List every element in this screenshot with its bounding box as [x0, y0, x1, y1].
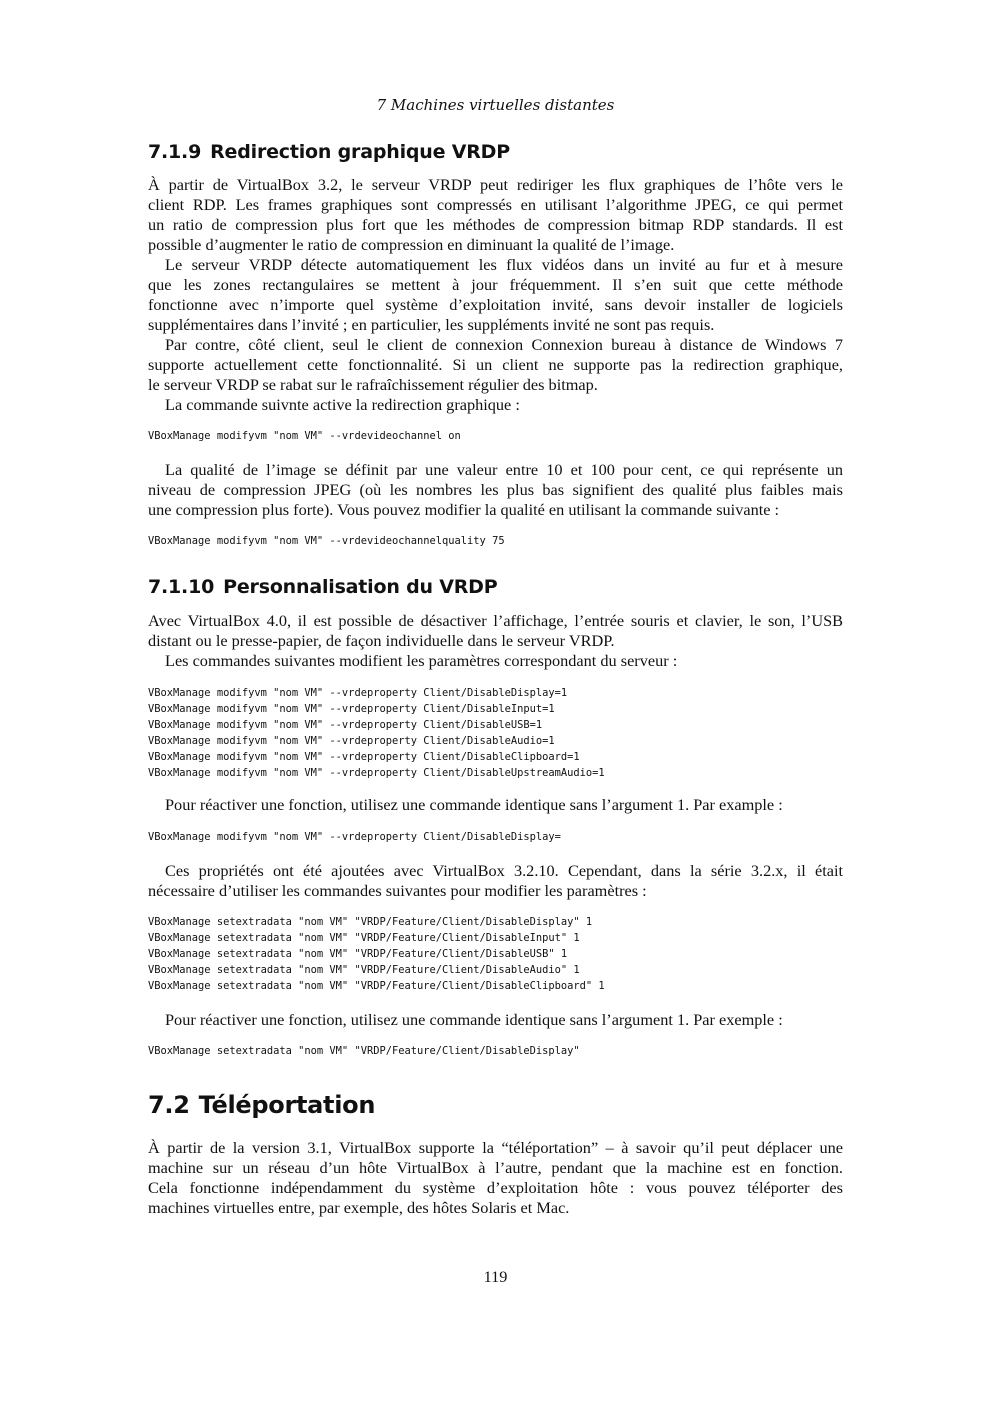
text-line: Pour réactiver une fonction, utilisez une commande identique sans l’argument 1. Par example : — [165, 795, 783, 814]
text-line: La commande suivnte active la redirection graphique : — [165, 395, 520, 414]
paragraph — [148, 861, 843, 901]
text-line: possible d’augmenter le ratio de compression en diminuant la qualité de l’image. — [148, 235, 675, 254]
page-number: 119 — [483, 1267, 508, 1286]
text-line: supplémentaires dans l’invité ; en particulier, les suppléments invité ne sont pas requis. — [148, 315, 715, 334]
text-line: fonctionne avec n’importe quel système d’exploitation invité, sans devoir installer de logiciels — [148, 295, 843, 314]
text-line: À partir de VirtualBox 3.2, le serveur VRDP peut rediriger les flux graphiques de l’hôte vers le — [148, 175, 843, 194]
paragraph — [148, 460, 843, 520]
code-block: VBoxManage modifyvm "nom VM" --vrdevideochannelquality 75 — [148, 535, 505, 547]
text-line: Cela fonctionne indépendamment du système d’exploitation hôte : vous pouvez téléporter des — [148, 1178, 843, 1197]
text-line: Les commandes suivantes modifient les paramètres correspondant du serveur : — [165, 651, 678, 670]
text-line: machines virtuelles entre, par exemple, des hôtes Solaris et Mac. — [148, 1198, 570, 1217]
code-block: VBoxManage modifyvm "nom VM" --vrdevideochannel on — [148, 430, 461, 442]
paragraph — [148, 795, 843, 815]
paragraph — [148, 1138, 843, 1218]
paragraph — [148, 335, 843, 395]
section-title: Redirection graphique VRDP — [210, 141, 510, 163]
section-heading-7-1-10 — [148, 575, 497, 599]
section-title: Téléportation — [198, 1091, 376, 1119]
paragraph — [148, 611, 843, 651]
section-heading-7-2 — [148, 1090, 375, 1120]
text-line: que les zones rectangulaires se mettent à jour fréquemment. Il s’en suit que cette méthode — [148, 275, 843, 294]
text-line: distant ou le presse-papier, de façon individuelle dans le serveur VRDP. — [148, 631, 615, 650]
section-number: 7.1.10 — [148, 576, 215, 598]
text-line: Par contre, côté client, seul le client de connexion Connexion bureau à distance de Windows 7 — [165, 335, 843, 354]
paragraph — [148, 1010, 843, 1030]
text-line: niveau de compression JPEG (où les nombres les plus bas signifient des qualité plus faibles mais — [148, 480, 843, 499]
text-line: La qualité de l’image se définit par une valeur entre 10 et 100 pour cent, ce qui représente un — [165, 460, 843, 479]
text-line: le serveur VRDP se rabat sur le rafraîchissement régulier des bitmap. — [148, 375, 598, 394]
text-line: client RDP. Les frames graphiques sont compressés en utilisant l’algorithme JPEG, ce qui permet — [148, 195, 843, 214]
paragraph — [148, 175, 843, 255]
section-title: Personnalisation du VRDP — [223, 576, 498, 598]
code-block: VBoxManage modifyvm "nom VM" --vrdeproperty Client/DisableDisplay=1 VBoxManage modifyvm "nom VM" --vrdeproperty Client/DisableInput=1 VBoxManage modifyvm "nom VM" --vrdeproperty Client/DisableUSB=1 VBoxManage modifyvm "nom VM" --vrdeproperty Client/DisableAudio=1 VBoxManage modifyvm "nom VM" --vrdeproperty Client/DisableClipboard=1 VBoxManage modifyvm "nom VM" --vrdeproperty Client/DisableUpstreamAudio=1 — [148, 687, 605, 779]
text-line: machine sur un réseau d’un hôte VirtualBox à l’autre, pendant que la machine est en fonction. — [148, 1158, 843, 1177]
paragraph — [148, 255, 843, 335]
text-line: un ratio de compression plus fort que les méthodes de compression bitmap RDP standards. Il est — [148, 215, 843, 234]
text-line: supporte actuellement cette fonctionnalité. Si un client ne supporte pas la redirection graphique, — [148, 355, 843, 374]
section-number: 7.2 — [148, 1091, 190, 1119]
section-heading-7-1-9 — [148, 140, 510, 164]
text-line: À partir de la version 3.1, VirtualBox supporte la “téléportation” – à savoir qu’il peut déplacer une — [148, 1138, 843, 1157]
text-line: Ces propriétés ont été ajoutées avec VirtualBox 3.2.10. Cependant, dans la série 3.2.x, il était — [165, 861, 843, 880]
text-line: nécessaire d’utiliser les commandes suivantes pour modifier les paramètres : — [148, 881, 647, 900]
code-block: VBoxManage modifyvm "nom VM" --vrdeproperty Client/DisableDisplay= — [148, 831, 561, 843]
code-block: VBoxManage setextradata "nom VM" "VRDP/Feature/Client/DisableDisplay" 1 VBoxManage setextradata "nom VM" "VRDP/Feature/Client/DisableInput" 1 VBoxManage setextradata "nom VM" "VRDP/Feature/Client/DisableUSB" 1 VBoxManage setextradata "nom VM" "VRDP/Feature/Client/DisableAudio" 1 VBoxManage setextradata "nom VM" "VRDP/Feature/Client/DisableClipboard" 1 — [148, 916, 605, 992]
paragraph — [148, 395, 843, 415]
paragraph — [148, 651, 843, 671]
section-number: 7.1.9 — [148, 141, 202, 163]
running-header: 7 Machines virtuelles distantes — [376, 96, 615, 114]
text-line: Le serveur VRDP détecte automatiquement les flux vidéos dans un invité au fur et à mesure — [165, 255, 843, 274]
text-line: Pour réactiver une fonction, utilisez une commande identique sans l’argument 1. Par exemple : — [165, 1010, 783, 1029]
text-line: Avec VirtualBox 4.0, il est possible de désactiver l’affichage, l’entrée souris et clavier, le son, l’USB — [148, 611, 843, 630]
text-line: une compression plus forte). Vous pouvez modifier la qualité en utilisant la commande suivante : — [148, 500, 780, 519]
code-block: VBoxManage setextradata "nom VM" "VRDP/Feature/Client/DisableDisplay" — [148, 1045, 580, 1057]
